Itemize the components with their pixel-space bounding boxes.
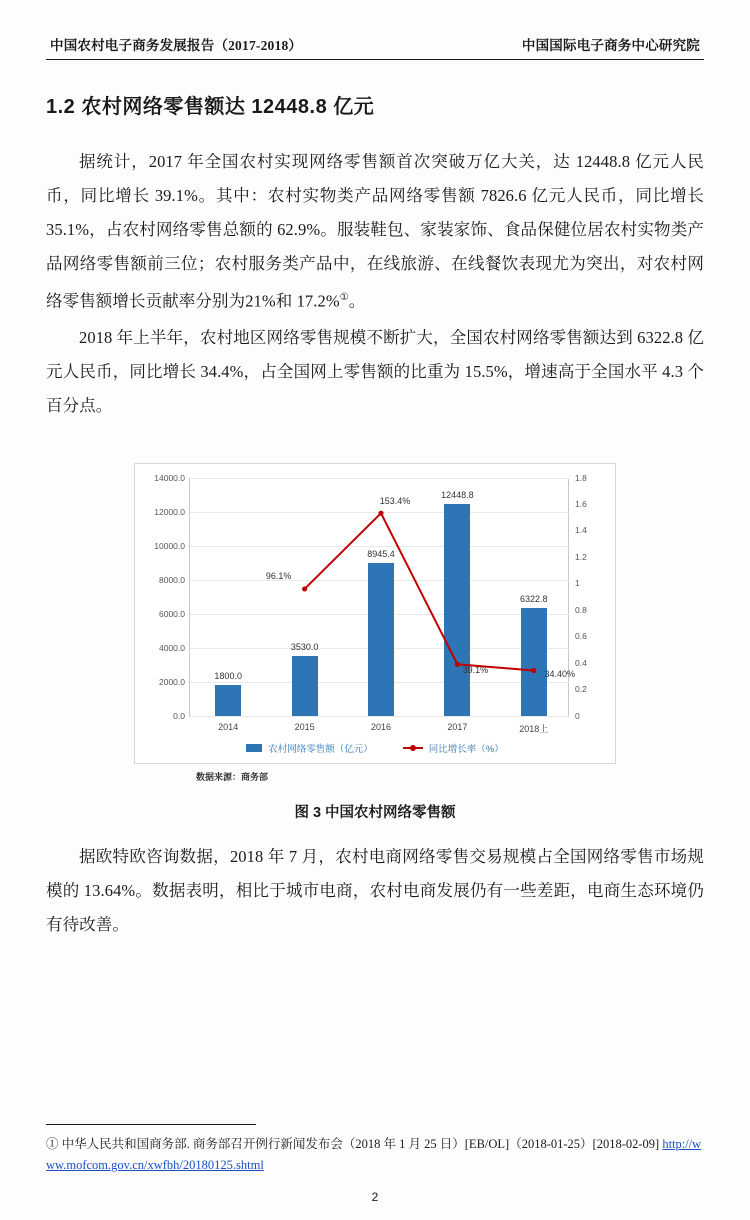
paragraph-2: 2018 年上半年，农村地区网络零售规模不断扩大，全国农村网络零售额达到 6322.8 亿元人民币，同比增长 34.4%，占全国网上零售额的比重为 15.5%，增速高于全国水平 4.3 个百分点。 [46, 327, 704, 415]
footnote-ref-1: ① [339, 292, 349, 303]
y-axis-tick-right: 0.8 [575, 604, 587, 615]
x-axis-tick: 2015 [294, 721, 315, 732]
y-axis-tick-left: 12000.0 [154, 506, 185, 517]
footnote-marker: ① [46, 1137, 59, 1151]
bar-value-label: 8945.4 [367, 549, 395, 560]
paragraph-1-end: 。 [348, 291, 366, 311]
line-value-label: 153.4% [379, 495, 411, 506]
legend-line-swatch [403, 747, 423, 749]
chart-legend [145, 741, 605, 755]
chart-plot-area [154, 472, 587, 734]
legend-bar-label: 农村网络零售额（亿元） [268, 743, 373, 755]
x-axis-tick: 2017 [447, 721, 468, 732]
y-axis-tick-right: 1.8 [575, 472, 587, 483]
y-axis-tick-left: 0.0 [173, 710, 185, 721]
section-title: 1.2 农村网络零售额达 12448.8 亿元 [46, 96, 375, 118]
footnote-block [46, 1124, 704, 1176]
y-axis-tick-left: 2000.0 [159, 676, 185, 687]
y-axis-tick-right: 1.6 [575, 498, 587, 509]
bar-value-label: 6322.8 [520, 594, 548, 605]
footnote-divider [46, 1124, 256, 1125]
y-axis-tick-right: 0 [575, 710, 580, 721]
header-right-title: 中国国际电子商务中心研究院 [521, 38, 700, 53]
y-axis-tick-right: 1.4 [575, 525, 587, 536]
figure-3 [46, 463, 704, 822]
y-axis-tick-left: 4000.0 [159, 642, 185, 653]
paragraph-1 [46, 145, 704, 319]
footnote-link[interactable]: http://www.mofcom.gov.cn/xwfbh/20180125.shtml [46, 1137, 702, 1172]
y-axis-tick-right: 0.4 [575, 657, 587, 668]
y-axis-tick-left: 10000.0 [154, 540, 185, 551]
page-header [46, 34, 704, 60]
y-axis-tick-right: 0.2 [575, 684, 587, 695]
legend-bar-swatch [246, 744, 262, 752]
footnote-text [46, 1134, 704, 1176]
line-value-label: 96.1% [265, 571, 292, 582]
x-axis-tick: 2014 [218, 721, 239, 732]
page-number: 2 [371, 1190, 379, 1204]
grid-line [190, 716, 569, 717]
paragraph-3: 据欧特欧咨询数据，2018 年 7 月，农村电商网络零售交易规模占全国网络零售市场规模的 13.64%。数据表明，相比于城市电商，农村电商发展仍有一些差距，电商生态环境仍有待改善。 [46, 846, 704, 934]
y-axis-tick-left: 8000.0 [159, 574, 185, 585]
paragraph-1-text: 据统计，2017 年全国农村实现网络零售额首次突破万亿大关，达 12448.8 亿元人民币，同比增长 39.1%。其中：农村实物类产品网络零售额 7826.6 亿元人民币，同比增长 35.1%，占农村网络零售总额的 62.9%。服装鞋包、家装家饰、食品保健位居农村实物类产品网络零售额前三位；农村服务类产品中，在线旅游、在线餐饮表现尤为突出，对农村网络零售额增长贡献率分别为21%和 17.2% [46, 152, 704, 311]
chart-source: 数据来源：商务部 [196, 771, 269, 782]
legend-line-label: 同比增长率（%） [428, 743, 504, 755]
header-left-title: 中国农村电子商务发展报告（2017-2018） [50, 38, 303, 53]
line-value-label: 34.40% [544, 669, 576, 679]
y-axis-tick-left: 6000.0 [159, 608, 185, 619]
y-axis-tick-right: 1.2 [575, 551, 587, 562]
y-axis-tick-left: 14000.0 [154, 472, 185, 483]
figure-caption: 图 3 中国农村网络零售额 [294, 804, 456, 821]
footnote-body: 中华人民共和国商务部. 商务部召开例行新闻发布会（2018 年 1 月 25 日）[EB/OL]（2018-01-25）[2018-02-09] [61, 1137, 660, 1151]
bar-value-label: 12448.8 [441, 489, 474, 500]
legend-item-line [403, 741, 504, 755]
y-axis-tick-right: 1 [575, 578, 580, 589]
x-axis-tick: 2018上 [519, 723, 549, 734]
line-value-label: 39.1% [462, 664, 489, 675]
chart-container [134, 463, 616, 764]
legend-item-bar [246, 741, 373, 755]
y-axis-tick-right: 0.6 [575, 631, 587, 642]
bar-value-label: 3530.0 [290, 641, 319, 652]
bar-value-label: 1800.0 [214, 670, 242, 681]
x-axis-tick: 2016 [370, 721, 392, 732]
line-series [190, 478, 572, 716]
